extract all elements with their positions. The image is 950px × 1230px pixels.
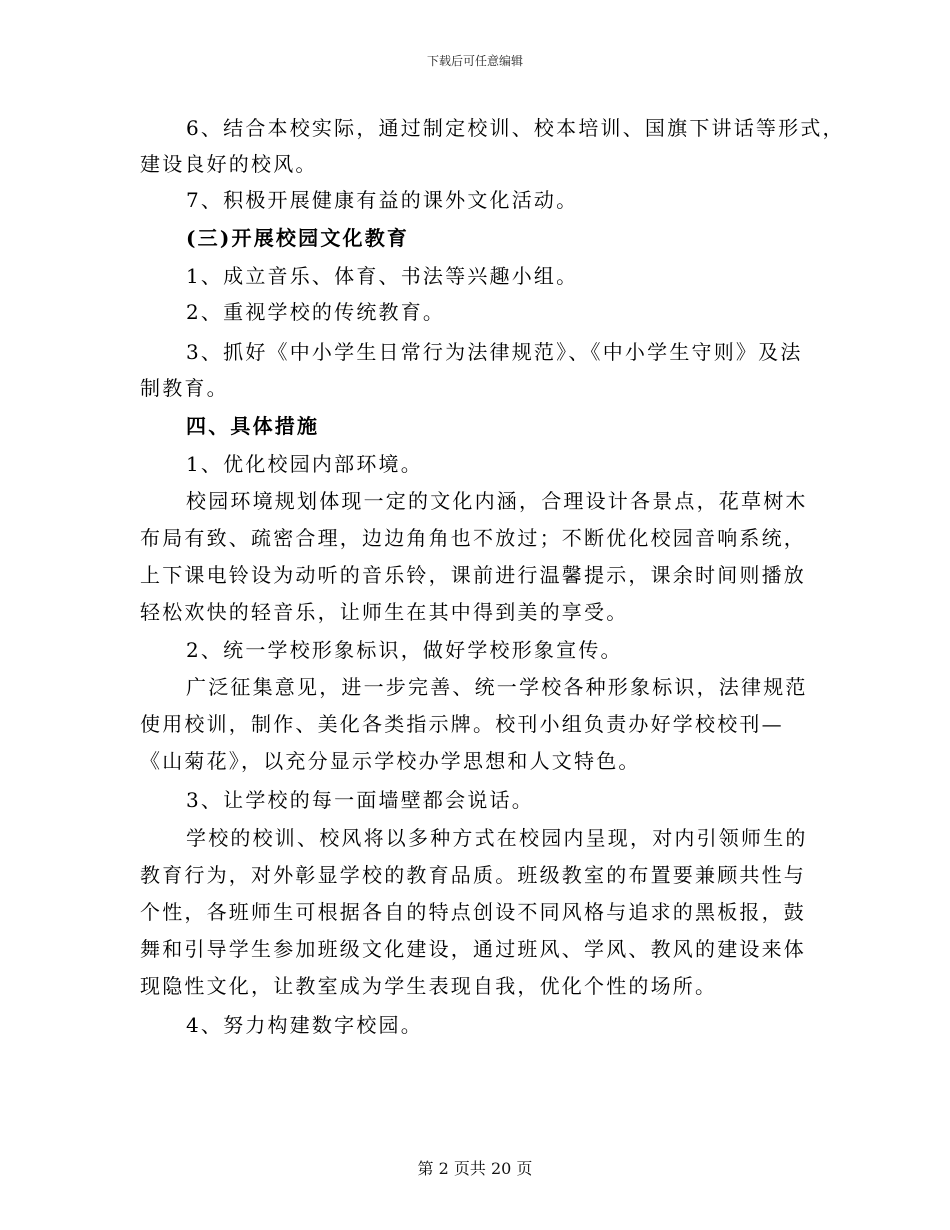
section-heading: 四、具体措施 xyxy=(186,414,320,438)
paragraph-line: 教育行为，对外彰显学校的教育品质。班级教室的布置要兼顾共性与 xyxy=(140,863,806,887)
paragraph-line: 制教育。 xyxy=(140,376,229,400)
page-header: 下载后可任意编辑 xyxy=(426,54,523,68)
paragraph-line: 6、结合本校实际，通过制定校训、校本培训、国旗下讲话等形式， xyxy=(186,116,845,140)
paragraph-line: 校园环境规划体现一定的文化内涵，合理设计各景点，花草树木 xyxy=(186,489,808,513)
paragraph-line: 7、积极开展健康有益的课外文化活动。 xyxy=(186,188,579,212)
paragraph-line: 轻松欢快的轻音乐，让师生在其中得到美的享受。 xyxy=(140,600,629,624)
paragraph-line: 广泛征集意见，进一步完善、统一学校各种形象标识，法律规范 xyxy=(186,675,808,699)
paragraph-line: 布局有致、疏密合理，边边角角也不放过；不断优化校园音响系统， xyxy=(140,526,806,550)
section-heading: (三)开展校园文化教育 xyxy=(186,226,410,250)
paragraph-line: 现隐性文化，让教室成为学生表现自我，优化个性的场所。 xyxy=(140,974,718,998)
paragraph-line: 上下课电铃设为动听的音乐铃，课前进行温馨提示，课余时间则播放 xyxy=(140,563,806,587)
paragraph-line: 3、抓好《中小学生日常行为法律规范》、《中小学生守则》及法 xyxy=(186,340,803,364)
paragraph-line: 2、统一学校形象标识，做好学校形象宣传。 xyxy=(186,638,623,662)
paragraph-line: 建设良好的校风。 xyxy=(140,152,318,176)
paragraph-line: 个性，各班师生可根据各自的特点创设不同风格与追求的黑板报，鼓 xyxy=(140,900,806,924)
paragraph-line: 学校的校训、校风将以多种方式在校园内呈现，对内引领师生的 xyxy=(186,826,808,850)
paragraph-line: 4、努力构建数字校园。 xyxy=(186,1013,423,1037)
page-footer: 第 2 页共 20 页 xyxy=(417,1159,533,1178)
paragraph-line: 1、成立音乐、体育、书法等兴趣小组。 xyxy=(186,264,579,288)
paragraph-line: 舞和引导学生参加班级文化建设，通过班风、学风、教风的建设来体 xyxy=(140,937,806,961)
paragraph-line: 1、优化校园内部环境。 xyxy=(186,452,423,476)
paragraph-line: 2、重视学校的传统教育。 xyxy=(186,300,446,324)
paragraph-line: 3、让学校的每一面墙壁都会说话。 xyxy=(186,788,534,812)
paragraph-line: 使用校训，制作、美化各类指示牌。校刊小组负责办好学校校刊— xyxy=(140,712,784,736)
paragraph-line: 《山菊花》，以充分显示学校办学思想和人文特色。 xyxy=(140,749,641,773)
